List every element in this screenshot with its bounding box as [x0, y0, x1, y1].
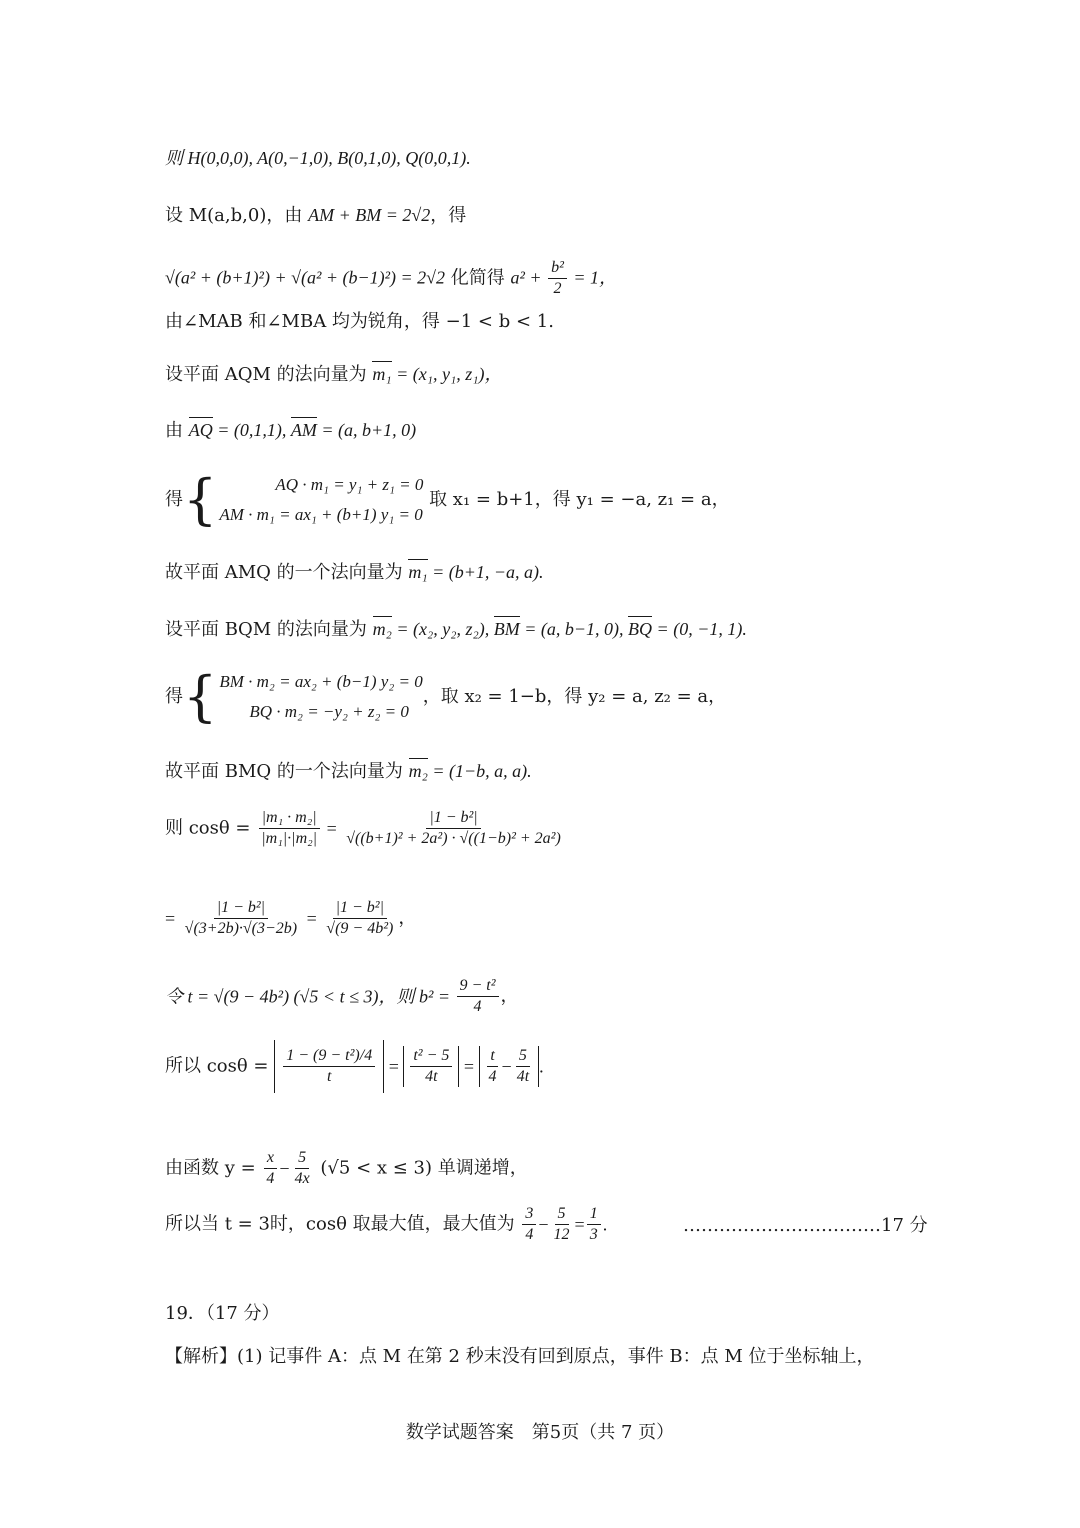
- cos-in-t-line: 所以 cosθ = $\frac{\text{1 − (9 − t²)/4}}{t}$ = $\frac{\text{t² − 5}}{4t}$ = $\frac{t}{4}$ − $\frac{5}{4t}$ .: [165, 1040, 544, 1093]
- max-value-line: 所以当 t = 3时，cosθ 取最大值，最大值为 $\frac{3}{4}$ − $\frac{5}{12}$ = $\frac{1}{3}$ .: [165, 1205, 608, 1243]
- normal-bqm-line: 设平面 BQM 的法向量为 m₂ = (x₂, y₂, z₂), BM = (a, b−1, 0), BQ = (0, −1, 1).: [165, 614, 747, 642]
- cos-theta-formula: 则 cosθ = $\frac{\text{|m₁ · m₂|}}{\text{|m₁|·|m₂|}}$ = $\frac{\text{|1 − b²|}}{\text{√((b+1)² + 2a²) · √((1−b)² + 2a²)}}$: [165, 808, 566, 849]
- acute-angle-line: 由∠MAB 和∠MBA 均为锐角，得 −1 < b < 1.: [165, 311, 554, 332]
- cos-fraction-1: $\frac{\text{|m₁ · m₂|}}{\text{|m₁|·|m₂|}}$: [258, 808, 320, 849]
- vector-aq: AQ: [189, 415, 213, 442]
- system-aqm: 得 { AQ · m₁ = y₁ + z₁ = 0 AM · m₁ = ax₁ + (b+1) y₁ = 0 取 x₁ = b+1，得 y₁ = −a, z₁ = a，: [165, 468, 730, 531]
- question-19-analysis: 【解析】(1) 记事件 A：点 M 在第 2 秒末没有回到原点，事件 B：点 M 位于坐标轴上，: [165, 1346, 875, 1367]
- vector-bm: BM: [494, 614, 520, 641]
- left-brace-icon: {: [183, 468, 218, 531]
- vector-bq: BQ: [628, 614, 652, 641]
- substitution-t-line: 令 t = √(9 − 4b²) (√5 < t ≤ 3)，则 b² = $\frac{\text{9 − t²}}{4}$ ，: [165, 977, 519, 1015]
- left-brace-icon: {: [183, 665, 218, 728]
- b2-over-2-fraction: $\frac{\text{b²}}{2}$: [548, 258, 567, 299]
- coordinates-line: 则 H(0,0,0), A(0,−1,0), B(0,1,0), Q(0,0,1).: [165, 148, 471, 168]
- normal-bmq-result: 故平面 BMQ 的一个法向量为 m₂ = (1−b, a, a).: [165, 756, 532, 784]
- question-19-heading: 19．（17 分）: [165, 1303, 280, 1324]
- cos-fraction-2: $\frac{\text{|1 − b²|}}{\text{√((b+1)² + 2a²) · √((1−b)² + 2a²)}}$: [346, 809, 561, 847]
- score-marker: ……………………………17 分: [683, 1215, 928, 1236]
- normal-amq-result: 故平面 AMQ 的一个法向量为 m₁ = (b+1, −a, a).: [165, 557, 544, 585]
- system-bqm: 得 { BM · m₂ = ax₂ + (b−1) y₂ = 0 BQ · m₂ = −y₂ + z₂ = 0 ，取 x₂ = 1−b，得 y₂ = a, z₂ = a，: [165, 665, 727, 728]
- vector-m1: m₁: [372, 359, 391, 386]
- normal-aqm-line: 设平面 AQM 的法向量为 m₁ = (x₁, y₁, z₁)，: [165, 359, 503, 387]
- monotonic-function-line: 由函数 y = $\frac{x}{4}$ − $\frac{5}{4x}$ (√5 < x ≤ 3) 单调递增，: [165, 1149, 528, 1187]
- vectors-aq-am-line: 由 AQ = (0,1,1), AM = (a, b+1, 0): [165, 415, 416, 443]
- set-m-line: 设 M(a,b,0)，由 AM + BM = 2√2，得: [165, 205, 467, 226]
- ellipse-equation-line: √(a² + (b+1)²) + √(a² + (b−1)²) = 2√2 化简得 a² + $\frac{\text{b²}}{2}$ = 1，: [165, 259, 618, 297]
- page-footer: 数学试题答案 第5页（共 7 页）: [405, 1422, 675, 1443]
- vector-am: AM: [291, 415, 317, 442]
- cos-theta-simplified: = $\frac{\text{|1 − b²|}}{√(3+2b)\cdot√(3-2b)}$ = $\frac{\text{|1 − b²|}}{\text{√(9 − 4b²)}}$ ，: [165, 899, 417, 937]
